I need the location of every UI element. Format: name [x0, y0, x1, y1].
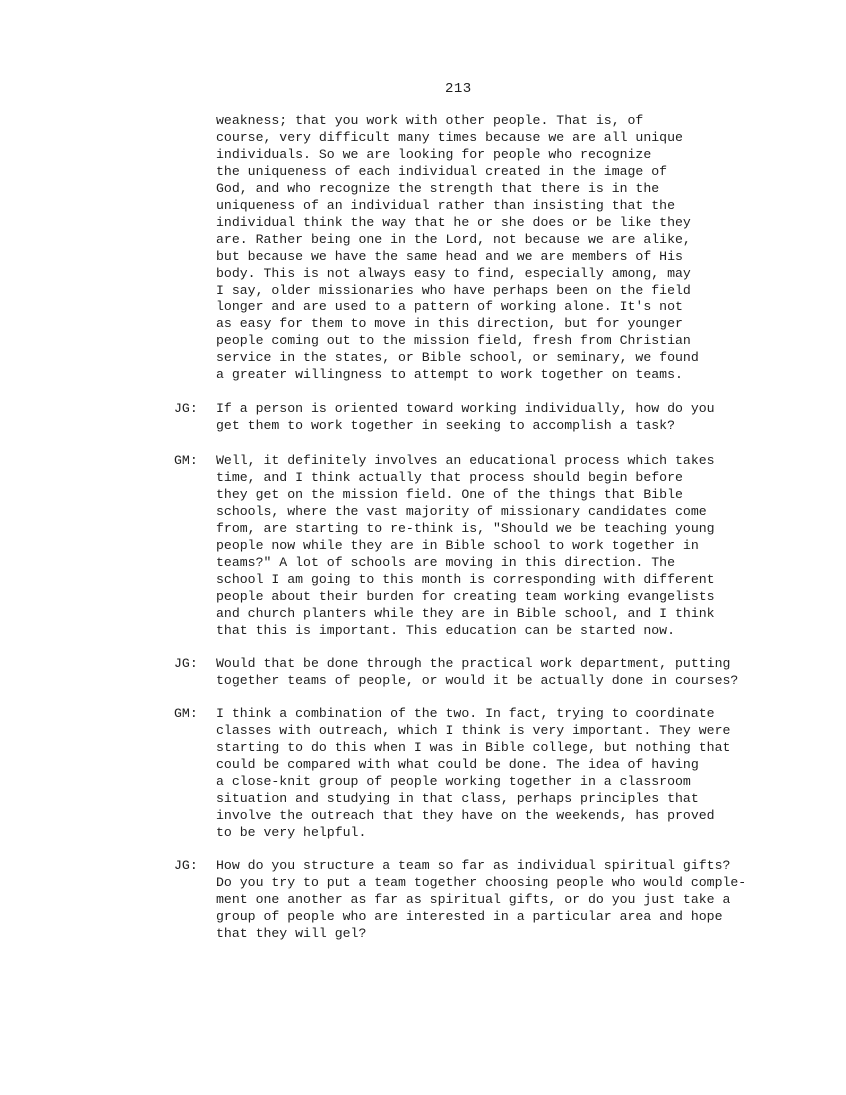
text-line: they get on the mission field. One of the things that Bible — [216, 486, 683, 502]
text-line: individual think the way that he or she does or be like they — [216, 214, 691, 230]
question-paragraph — [216, 656, 816, 690]
question-paragraph — [216, 401, 816, 435]
speaker-label: GM: — [174, 706, 198, 721]
answer-paragraph — [216, 706, 816, 842]
question-paragraph — [216, 858, 816, 943]
text-line: involve the outreach that they have on the weekends, has proved — [216, 807, 715, 823]
text-line: a close-knit group of people working together in a classroom — [216, 773, 691, 789]
text-line: schools, where the vast majority of missionary candidates come — [216, 503, 707, 519]
text-line: the uniqueness of each individual created in the image of — [216, 163, 668, 179]
text-line: uniqueness of an individual rather than insisting that the — [216, 197, 675, 213]
text-line: but because we have the same head and we are members of His — [216, 248, 683, 264]
text-line: to be very helpful. — [216, 824, 367, 840]
text-line: and church planters while they are in Bible school, and I think — [216, 605, 715, 621]
text-line: time, and I think actually that process should begin before — [216, 469, 683, 485]
text-line: starting to do this when I was in Bible college, but nothing that — [216, 739, 731, 755]
text-line: people about their burden for creating team working evangelists — [216, 588, 715, 604]
text-line: body. This is not always easy to find, especially among, may — [216, 265, 691, 281]
text-line: I think a combination of the two. In fact, trying to coordinate — [216, 706, 715, 721]
text-line: course, very difficult many times because we are all unique — [216, 129, 683, 145]
text-line: I say, older missionaries who have perhaps been on the field — [216, 282, 691, 298]
text-line: weakness; that you work with other people. That is, of — [216, 113, 644, 128]
text-line: situation and studying in that class, perhaps principles that — [216, 790, 699, 806]
text-line: from, are starting to re-think is, "Should we be teaching young — [216, 520, 715, 536]
text-line: Would that be done through the practical work department, putting — [216, 656, 731, 671]
text-line: classes with outreach, which I think is very important. They were — [216, 722, 731, 738]
speaker-label: GM: — [174, 453, 198, 468]
text-line: service in the states, or Bible school, or seminary, we found — [216, 350, 699, 366]
text-line: get them to work together in seeking to accomplish a task? — [216, 417, 675, 433]
text-line: teams?" A lot of schools are moving in this direction. The — [216, 554, 675, 570]
text-line: How do you structure a team so far as individual spiritual gifts? — [216, 858, 731, 873]
text-line: that this is important. This education can be started now. — [216, 622, 675, 638]
text-line: could be compared with what could be done. The idea of having — [216, 756, 699, 772]
text-line: Do you try to put a team together choosing people who would comple- — [216, 874, 747, 890]
text-line: ment one another as far as spiritual gifts, or do you just take a — [216, 891, 731, 907]
text-line: longer and are used to a pattern of working alone. It's not — [216, 299, 683, 315]
speaker-label: JG: — [174, 401, 198, 416]
page-number: 213 — [445, 81, 472, 97]
answer-paragraph — [216, 453, 816, 639]
text-line: together teams of people, or would it be actually done in courses? — [216, 672, 739, 688]
text-line: people now while they are in Bible school to work together in — [216, 537, 699, 553]
text-line: as easy for them to move in this direction, but for younger — [216, 316, 683, 332]
text-line: that they will gel? — [216, 925, 367, 941]
text-line: individuals. So we are looking for people who recognize — [216, 146, 652, 162]
continuation-paragraph — [216, 113, 816, 384]
text-line: group of people who are interested in a particular area and hope — [216, 908, 723, 924]
text-line: Well, it definitely involves an educational process which takes — [216, 453, 715, 468]
speaker-label: JG: — [174, 858, 198, 873]
speaker-label: JG: — [174, 656, 198, 671]
text-line: people coming out to the mission field, fresh from Christian — [216, 333, 691, 349]
text-line: a greater willingness to attempt to work together on teams. — [216, 367, 683, 383]
text-line: are. Rather being one in the Lord, not because we are alike, — [216, 231, 691, 247]
text-line: God, and who recognize the strength that there is in the — [216, 180, 660, 196]
text-line: If a person is oriented toward working individually, how do you — [216, 401, 715, 416]
text-line: school I am going to this month is corresponding with different — [216, 571, 715, 587]
